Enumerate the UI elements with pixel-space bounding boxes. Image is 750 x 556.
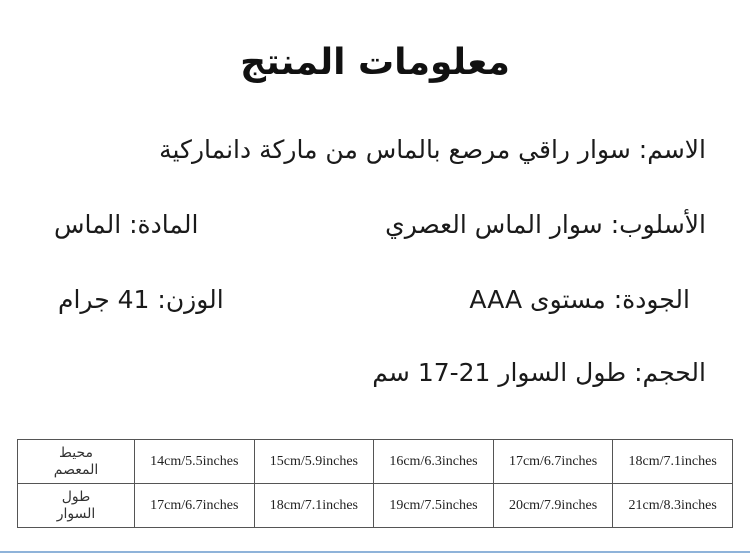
table-cell: 18cm/7.1inches [254,484,374,528]
product-quality-line [469,283,690,317]
product-material-value: الماس [54,210,122,239]
table-cell: 21cm/8.3inches [613,484,733,528]
bottom-divider [0,551,750,553]
product-style-label: الأسلوب: [610,210,706,239]
size-chart-table [17,439,733,528]
table-cell: 20cm/7.9inches [493,484,613,528]
product-material-line [54,208,198,242]
product-quality-label: الجودة: [613,285,690,314]
row-header-line: السوار [56,505,96,522]
product-weight-value: 41 جرام [58,285,150,314]
table-cell: 18cm/7.1inches [613,440,733,484]
table-row-bracelet-length [18,484,733,528]
product-name-value: سوار راقي مرصع بالماس من ماركة دانماركية [159,135,631,164]
row-header-line: طول [61,488,91,505]
table-cell: 15cm/5.9inches [254,440,374,484]
row-header-wrist-circumference [18,440,135,484]
row-header-line: المعصم [53,461,99,478]
product-style-value: سوار الماس العصري [385,210,603,239]
product-material-label: المادة: [129,210,199,239]
product-quality-value: مستوى AAA [469,285,606,314]
product-size-label: الحجم: [634,358,706,387]
table-row-wrist-circumference [18,440,733,484]
table-cell: 14cm/5.5inches [135,440,255,484]
product-weight-line [58,283,224,317]
page-title: معلومات المنتج [240,42,510,83]
table-cell: 17cm/6.7inches [135,484,255,528]
product-name-label: الاسم: [638,135,706,164]
product-weight-label: الوزن: [157,285,224,314]
product-name-line [159,133,706,167]
table-cell: 16cm/6.3inches [374,440,494,484]
product-size-value: طول السوار 21-17 سم [372,358,627,387]
row-header-bracelet-length [18,484,135,528]
product-size-line [372,356,706,390]
table-cell: 19cm/7.5inches [374,484,494,528]
row-header-line: محيط [58,444,94,461]
table-cell: 17cm/6.7inches [493,440,613,484]
product-style-line [385,208,706,242]
